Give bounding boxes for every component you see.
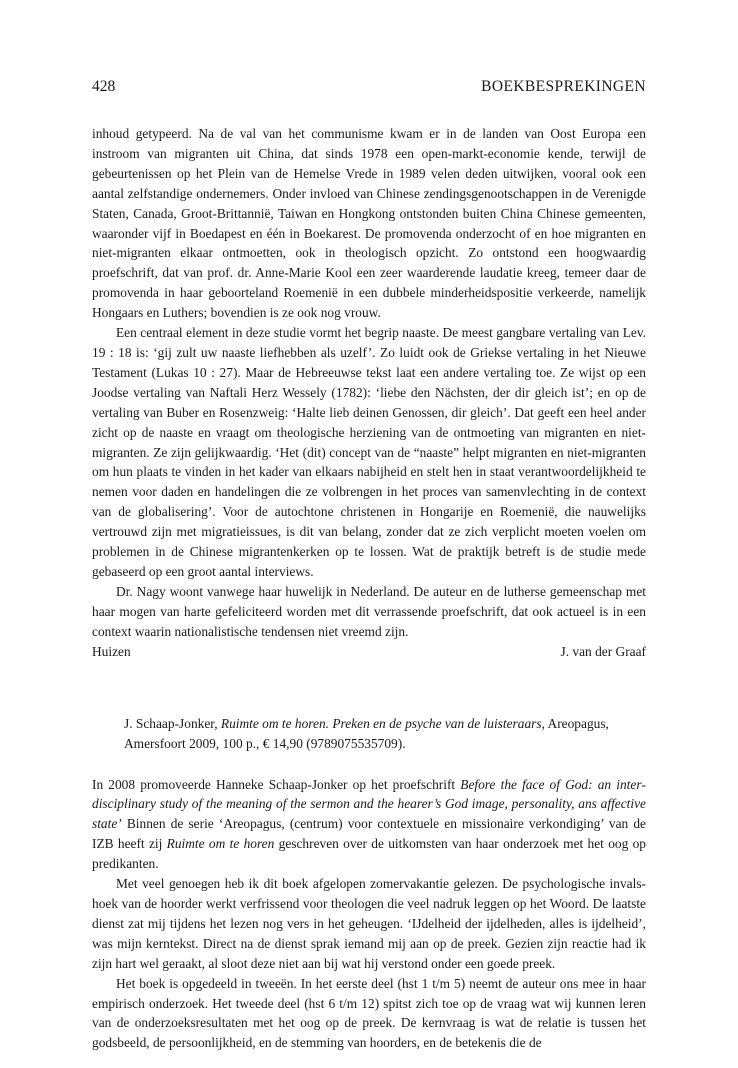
bib-title: Ruimte om te horen. Preken en de psyche van de luisteraars: [220, 715, 542, 731]
review1-signoff: [92, 642, 646, 662]
page-body: [92, 124, 646, 1053]
page-number: 428: [92, 78, 116, 95]
review1-paragraph-2: Een centraal element in deze studie vormt het begrip naaste. De meest gangbare vertaling van Lev. 19 : 18 is: ‘gij zult uw naaste liefhebben als uzelf’. Zo luidt ook de Griekse vertaling in het Nieuwe Testament (Lukas 10 : 27). Maar de Hebreeuwse tekst laat een andere vertaling toe. Ze wijst op een Joodse vertaling van Naftali Herz Wessely (1782): ‘liebe den Nächsten, der dir gleich ist’; en op de vertaling van Buber en Rosenzweig: ‘Halte lieb deinen Genossen, dir gleich’. Dat geeft een heel ander zicht op de naaste en vraagt om theologische herziening van de ontmoeting van migranten en niet-migranten. Ze zijn gelijkwaardig. ‘Het (dit) concept van de “naaste” helpt migranten en niet-migranten om hun plaats te vinden in het kader van elkaars nabijheid en stelt hen in staat verantwoordelijkheid te nemen voor daden en handelingen die ze volbrengen in het proces van samenvlechting in de context van de globalisering’. Voor de autochtone christenen in Hongarije en Roemenië, die nauwelijks vertrouwd zijn met migratieissues, is dit van belang, zonder dat ze zich verplicht moeten voelen om problemen in de Chinese migrantenkerken op te lossen. Wat de praktijk betreft is de studie mede gebaseerd op een groot aantal interviews.: [92, 325, 646, 579]
review2-paragraph-3: Het boek is opgedeeld in tweeën. In het eerste deel (hst 1 t/m 5) neemt de auteur ons mee in haar empirisch onderzoek. Het tweede deel (hst 6 t/m 12) spitst zich toe op de vraag wat wij kunnen leren van de onderzoeksresultaten met het oog op de preek. De kernvraag is wat de relatie is tussen het godsbeeld, de persoonlijkheid, en de stemming van hoorders, en de betekenis die de: [92, 975, 646, 1051]
bib-publisher: , Areopagus, Amersfoort 2009, 100 p., € 14,90 (9789075535709).: [124, 715, 609, 751]
review1-place: Huizen: [92, 643, 131, 659]
review1-reviewer: J. van der Graaf: [560, 643, 646, 659]
book-title-reference: Ruimte om te horen: [166, 836, 275, 852]
bib-author: J. Schaap-Jonker,: [124, 715, 218, 731]
dissertation-title: Before the face of God: an interdisciplinary study of the meaning of the sermon and the hearer’s God image, personality, ans affective state’: [92, 776, 647, 832]
review1-paragraph-1: inhoud getypeerd. Na de val van het communisme kwam er in de landen van Oost Europa een instroom van migranten uit China, dat sinds 1978 een open-markt-economie kende, terwijl de gebeurtenissen op het Plein van de Hemelse Vrede in 1989 velen deden uitwijken, vooral ook een aantal zelfstandige ondernemers. Onder invloed van Chinese zendingsgenootschappen in de Verenigde Staten, Canada, Groot-Brittannië, Taiwan en Hongkong ontstonden buiten China Chinese gemeenten, waaronder vijf in Boedapest en één in Boekarest. De promovenda onderzocht of en hoe migranten en niet-migranten elkaar ontmoetten, ook in theologisch opzicht. Zo ontstond een hoogwaardig proefschrift, dat van prof. dr. Anne-Marie Kool een zeer waarderende laudatie kreeg, temeer daar de promovenda in haar geboorteland Roemenië in een dubbele minderheidspositie verkeerde, namelijk Hongaars en Luthers; bovendien is ze ook nog vrouw.: [92, 126, 646, 321]
review2-p1-text-a: In 2008 promoveerde Hanneke Schaap-Jonker op het proefschrift: [92, 776, 461, 792]
review2-p1-text-e: geschreven over de uitkomsten van haar onderzoek met het oog op predikanten.: [92, 836, 647, 872]
review2-p1-text-c: Binnen de serie ‘Areopagus, (centrum) voor contextuele en missionaire verkondiging’ van de IZB heeft zij: [92, 816, 646, 852]
section-title: BOEKBESPREKINGEN: [481, 78, 646, 95]
review2-paragraph-1: [92, 775, 646, 875]
bibliographic-entry: [124, 714, 646, 754]
review1-paragraph-3: Dr. Nagy woont vanwege haar huwelijk in Nederland. De auteur en de lutherse gemeenschap met haar mogen van harte gefeliciteerd worden met dit verrassende proefschrift, dat ook actueel is in een context waarin nationalistische tendensen niet vreemd zijn.: [92, 583, 646, 639]
running-header: [92, 78, 646, 100]
review2-paragraph-2: Met veel genoegen heb ik dit boek afgelopen zomervakantie gelezen. De psychologische invalshoek van de hoorder werkt verfrissend voor theologen die veel nadruk leggen op het Woord. De laatste dienst zat mij tijdens het lezen nog vers in het geheugen. ‘IJdelheid der ijdelheden, alles is ijdelheid’, was mijn kerntekst. Direct na de dienst sprak iemand mij aan op de preek. Gezien zijn reactie had ik zijn hart wel geraakt, al sloot deze niet aan bij wat hij verstond onder een goede preek.: [92, 876, 646, 971]
